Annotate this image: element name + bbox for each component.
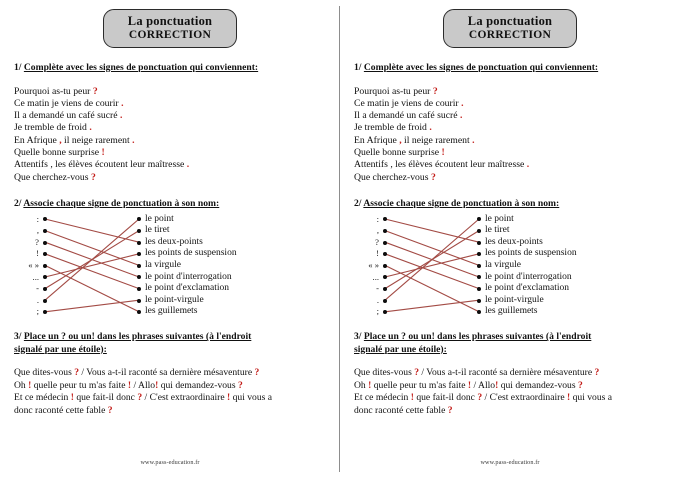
sentence-text: Et ce médecin [354, 392, 411, 404]
exercise-2-heading-text: Associe chaque signe de ponctuation à son nom: [23, 197, 220, 209]
punctuation-name: la virgule [145, 259, 181, 270]
exercise-1-body [354, 86, 666, 184]
exercise-3-line [14, 405, 326, 417]
sentence-text: qui vous a [230, 392, 273, 404]
match-dot-right[interactable] [137, 241, 141, 245]
punctuation-symbol: . [36, 294, 39, 305]
title-main: La ponctuation [467, 14, 553, 28]
punctuation-name: le point [145, 213, 174, 224]
punctuation-mark: ! [410, 392, 414, 404]
punctuation-mark: ! [467, 379, 472, 391]
punctuation-mark: ? [594, 367, 600, 379]
sentence-text: Que cherchez-vous [14, 171, 91, 183]
punctuation-mark: ! [368, 379, 372, 391]
footer-url: www.pass-education.fr [140, 459, 200, 466]
punctuation-mark: ? [237, 379, 243, 391]
sentence-text: / Allo [471, 379, 496, 391]
punctuation-symbol: ! [36, 248, 39, 259]
exercise-3-line [14, 367, 326, 379]
exercise-3-line [354, 392, 666, 404]
exercise-1-line [14, 172, 326, 184]
sentence-text: Pourquoi as-tu peur [14, 85, 93, 97]
punctuation-name: le point-virgule [145, 294, 204, 305]
punctuation-name: les points de suspension [485, 248, 577, 259]
sentence-text: qui demandez-vous [158, 379, 238, 391]
exercise-2-number: 2/ [14, 197, 24, 209]
punctuation-symbol: ; [36, 306, 39, 317]
punctuation-mark: ? [107, 404, 113, 416]
sentence-text: Que dites-vous [354, 367, 415, 379]
punctuation-mark: . [459, 110, 463, 122]
match-dot-left[interactable] [43, 229, 47, 233]
exercise-1-line [14, 86, 326, 98]
punctuation-symbol: . [376, 294, 379, 305]
sentence-text: / C'est extraordinaire [142, 392, 227, 404]
punctuation-mark: ? [92, 85, 98, 97]
punctuation-symbol: : [36, 213, 39, 224]
match-line[interactable] [45, 301, 139, 313]
match-dot-right[interactable] [137, 299, 141, 303]
match-line[interactable] [385, 254, 479, 277]
punctuation-mark: . [121, 97, 124, 109]
match-dot-right[interactable] [477, 229, 481, 233]
match-dot-left[interactable] [383, 264, 387, 268]
sentence-text: Et ce médecin [14, 392, 71, 404]
exercise-3-line [354, 367, 666, 379]
punctuation-mark: , [59, 134, 62, 146]
sentence-text: Je tremble de froid [14, 122, 90, 134]
punctuation-mark: . [429, 122, 432, 134]
exercise-1-line [354, 98, 666, 110]
punctuation-name: les guillemets [145, 306, 198, 317]
match-dot-right[interactable] [137, 287, 141, 291]
exercise-1-line [14, 110, 326, 122]
punctuation-symbol: - [36, 283, 39, 294]
exercise-3-heading-line2: signalé par une étoile): [14, 343, 107, 355]
exercise-3-heading-line2-wrap [354, 344, 666, 357]
exercise-1-heading-text: Complète avec les signes de ponctuation qui conviennent: [363, 62, 599, 73]
exercise-1-line [354, 122, 666, 134]
sentence-text: qui demandez-vous [498, 379, 578, 391]
exercise-1-line [14, 122, 326, 134]
punctuation-mark: ! [101, 146, 105, 158]
exercise-1-heading [354, 62, 666, 75]
punctuation-mark: ! [70, 392, 74, 404]
match-line[interactable] [385, 301, 479, 313]
exercise-1-line [354, 159, 666, 171]
exercise-1-heading [14, 62, 326, 75]
punctuation-symbol: , [36, 225, 39, 236]
punctuation-symbol: : [376, 213, 379, 224]
punctuation-name: les deux-points [485, 236, 543, 247]
punctuation-mark: , [399, 134, 402, 146]
exercise-2-number: 2/ [354, 197, 364, 209]
punctuation-symbol: ? [375, 236, 379, 247]
exercise-3-heading [14, 331, 326, 344]
punctuation-mark: . [186, 159, 190, 171]
sentence-text: Oh [354, 379, 369, 391]
match-dot-right[interactable] [137, 264, 141, 268]
sentence-text: Je tremble de froid [354, 122, 430, 134]
punctuation-mark: ! [227, 392, 231, 404]
punctuation-mark: ! [567, 392, 571, 404]
exercise-3-line [14, 380, 326, 392]
exercise-1-line [14, 135, 326, 147]
punctuation-symbol: , [376, 225, 379, 236]
sentence-text: que fait-il donc [413, 392, 478, 404]
match-dot-right[interactable] [137, 229, 141, 233]
exercise-1-number: 1/ [14, 62, 24, 73]
match-dot-left[interactable] [383, 229, 387, 233]
exercise-3-heading [354, 331, 666, 344]
punctuation-name: les points de suspension [145, 248, 237, 259]
punctuation-mark: ? [477, 392, 483, 404]
match-dot-left[interactable] [43, 264, 47, 268]
exercise-3-heading-line1: Place un ? ou un! dans les phrases suivantes (à l'endroit [23, 331, 252, 343]
sentence-text: Ce matin je viens de courir [354, 97, 462, 109]
punctuation-symbol: « » [368, 259, 379, 270]
punctuation-mark: . [461, 97, 464, 109]
sentence-text: il neige rarement [401, 134, 473, 146]
punctuation-mark: . [472, 134, 475, 146]
sentence-text: quelle peur tu m'as faite [31, 379, 128, 391]
sentence-text: / Vous a-t-il raconté sa dernière mésaventure [79, 367, 255, 379]
sentence-text: donc raconté cette fable [354, 404, 448, 416]
match-dot-right[interactable] [477, 287, 481, 291]
title-subtitle: CORRECTION [128, 29, 212, 41]
punctuation-name: le point [485, 213, 514, 224]
punctuation-mark: ! [495, 379, 499, 391]
exercise-1-line [354, 147, 666, 159]
sentence-text: Quelle bonne surprise [354, 146, 442, 158]
punctuation-name: le point d'interrogation [145, 271, 232, 282]
punctuation-name: le point d'exclamation [485, 283, 570, 294]
matching-exercise [14, 214, 326, 318]
punctuation-name: le point d'exclamation [145, 283, 230, 294]
punctuation-name: le point d'interrogation [485, 271, 572, 282]
exercise-3-body [354, 367, 666, 417]
punctuation-symbol: ... [372, 271, 379, 282]
sentence-text: Ce matin je viens de courir [14, 97, 122, 109]
title-box [103, 9, 237, 48]
footer-url: www.pass-education.fr [480, 459, 540, 466]
exercise-3-number: 3/ [354, 331, 364, 343]
sentence-text: / Vous a-t-il raconté sa dernière mésaventure [419, 367, 595, 379]
match-dot-left[interactable] [43, 299, 47, 303]
punctuation-symbol: ; [376, 306, 379, 317]
match-dot-left[interactable] [383, 241, 387, 245]
punctuation-mark: ! [441, 146, 445, 158]
punctuation-mark: ! [28, 379, 32, 391]
exercise-3-line [354, 405, 666, 417]
punctuation-mark: . [89, 122, 92, 134]
exercise-2-heading-text: Associe chaque signe de ponctuation à son nom: [363, 197, 560, 209]
exercise-1-line [354, 86, 666, 98]
sentence-text: Attentifs , les élèves écoutent leur maîtresse [14, 159, 187, 171]
punctuation-mark: ? [90, 171, 96, 183]
match-dot-right[interactable] [477, 264, 481, 268]
exercise-1-body [14, 86, 326, 184]
exercise-1-line [14, 147, 326, 159]
sentence-text: / Allo [131, 379, 156, 391]
sentence-text: En Afrique [14, 134, 60, 146]
exercise-3-heading-line2: signalé par une étoile): [354, 343, 447, 355]
sentence-text: qui vous a [570, 392, 613, 404]
punctuation-mark: . [132, 134, 135, 146]
punctuation-name: le tiret [485, 225, 510, 236]
exercise-1-line [14, 159, 326, 171]
exercise-3-body [14, 367, 326, 417]
sentence-text: Oh [14, 379, 29, 391]
sentence-text: que fait-il donc [73, 392, 138, 404]
punctuation-name: le tiret [145, 225, 170, 236]
punctuation-mark: ? [414, 367, 420, 379]
punctuation-name: les deux-points [145, 236, 203, 247]
exercise-1-line [354, 110, 666, 122]
title-banner [14, 0, 326, 48]
exercise-1-line [354, 172, 666, 184]
exercise-3-heading-line1: Place un ? ou un! dans les phrases suivantes (à l'endroit [363, 331, 592, 343]
exercise-2-heading [14, 198, 326, 211]
sentence-text: Que dites-vous [14, 367, 75, 379]
exercise-3-heading-line2-wrap [14, 344, 326, 357]
sentence-text: Quelle bonne surprise [14, 146, 102, 158]
exercise-2-heading [354, 198, 666, 211]
match-dot-right[interactable] [477, 299, 481, 303]
exercise-1-line [354, 135, 666, 147]
punctuation-mark: ! [155, 379, 159, 391]
exercise-3-number: 3/ [14, 331, 24, 343]
exercise-1-line [14, 98, 326, 110]
exercise-3-line [14, 392, 326, 404]
sentence-text: Pourquoi as-tu peur [354, 85, 433, 97]
sentence-text: Il a demandé un café sucré [354, 110, 460, 122]
title-banner [354, 0, 666, 48]
punctuation-name: les guillemets [485, 306, 538, 317]
sentence-text: il neige rarement [61, 134, 133, 146]
match-dot-left[interactable] [43, 241, 47, 245]
sentence-text: Que cherchez-vous [354, 171, 431, 183]
sentence-text: donc raconté cette fable [14, 404, 108, 416]
punctuation-symbol: ... [32, 271, 39, 282]
punctuation-symbol: - [376, 283, 379, 294]
punctuation-mark: ? [254, 367, 260, 379]
punctuation-symbol: ! [376, 248, 379, 259]
sentence-text: Il a demandé un café sucré [14, 110, 120, 122]
punctuation-mark: ? [577, 379, 583, 391]
punctuation-mark: . [526, 159, 530, 171]
matching-exercise [354, 214, 666, 318]
title-main: La ponctuation [127, 14, 213, 28]
exercise-1-heading-text: Complète avec les signes de ponctuation qui conviennent: [23, 62, 259, 73]
sentence-text: Attentifs , les élèves écoutent leur maîtresse [354, 159, 527, 171]
punctuation-mark: ? [447, 404, 453, 416]
sentence-text: / C'est extraordinaire [482, 392, 567, 404]
match-dot-left[interactable] [43, 287, 47, 291]
punctuation-name: le point-virgule [485, 294, 544, 305]
match-line[interactable] [45, 254, 139, 277]
punctuation-symbol: « » [28, 259, 39, 270]
exercise-3-line [354, 380, 666, 392]
match-dot-right[interactable] [477, 241, 481, 245]
punctuation-name: la virgule [485, 259, 521, 270]
sentence-text: En Afrique [354, 134, 400, 146]
title-box [443, 9, 577, 48]
exercise-1-number: 1/ [354, 62, 364, 73]
punctuation-mark: ! [127, 379, 132, 391]
match-dot-left[interactable] [383, 299, 387, 303]
punctuation-mark: ? [137, 392, 143, 404]
title-subtitle: CORRECTION [468, 29, 552, 41]
punctuation-mark: ? [432, 85, 438, 97]
punctuation-mark: ? [430, 171, 436, 183]
sentence-text: quelle peur tu m'as faite [371, 379, 468, 391]
punctuation-symbol: ? [35, 236, 39, 247]
match-dot-left[interactable] [383, 287, 387, 291]
punctuation-mark: . [119, 110, 123, 122]
punctuation-mark: ? [74, 367, 80, 379]
worksheet-column-right [340, 0, 680, 480]
